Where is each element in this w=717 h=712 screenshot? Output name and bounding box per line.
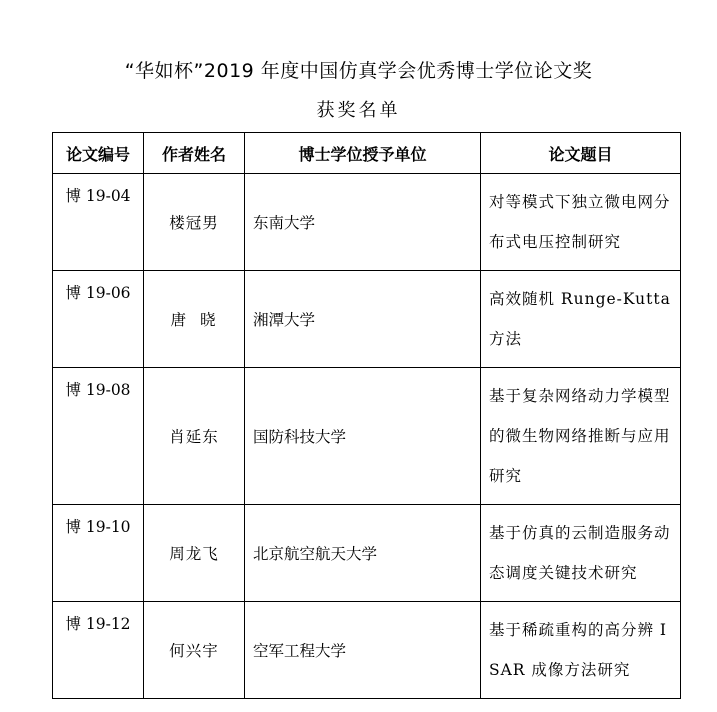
author-name: 唐晓 xyxy=(144,271,245,368)
header-degree-unit: 博士学位授予单位 xyxy=(245,133,481,174)
degree-unit: 东南大学 xyxy=(245,174,481,271)
document-subtitle: 获奖名单 xyxy=(316,100,401,121)
table-header-row xyxy=(53,133,681,174)
paper-id: 博 19-06 xyxy=(53,271,144,368)
paper-id: 博 19-10 xyxy=(53,505,144,602)
degree-unit: 湘潭大学 xyxy=(245,271,481,368)
degree-unit: 北京航空航天大学 xyxy=(245,505,481,602)
paper-title: 高效随机 Runge-Kutta 方法 xyxy=(481,271,681,368)
author-name: 周龙飞 xyxy=(144,505,245,602)
author-name: 楼冠男 xyxy=(144,174,245,271)
table-row xyxy=(53,368,681,505)
awards-table xyxy=(52,132,681,699)
paper-id: 博 19-04 xyxy=(53,174,144,271)
header-paper-id: 论文编号 xyxy=(53,133,144,174)
header-paper-title: 论文题目 xyxy=(481,133,681,174)
paper-id: 博 19-08 xyxy=(53,368,144,505)
paper-title: 基于仿真的云制造服务动态调度关键技术研究 xyxy=(481,505,681,602)
degree-unit: 国防科技大学 xyxy=(245,368,481,505)
table-row xyxy=(53,505,681,602)
table-row xyxy=(53,602,681,699)
header-author-name: 作者姓名 xyxy=(144,133,245,174)
paper-title: 基于稀疏重构的高分辨 ISAR 成像方法研究 xyxy=(481,602,681,699)
author-name: 肖延东 xyxy=(144,368,245,505)
paper-title: 对等模式下独立微电网分布式电压控制研究 xyxy=(481,174,681,271)
table-row xyxy=(53,174,681,271)
author-name: 何兴宇 xyxy=(144,602,245,699)
paper-id: 博 19-12 xyxy=(53,602,144,699)
degree-unit: 空军工程大学 xyxy=(245,602,481,699)
document-title: “华如杯”2019 年度中国仿真学会优秀博士学位论文奖 xyxy=(124,60,593,82)
paper-title: 基于复杂网络动力学模型的微生物网络推断与应用研究 xyxy=(481,368,681,505)
table-row xyxy=(53,271,681,368)
